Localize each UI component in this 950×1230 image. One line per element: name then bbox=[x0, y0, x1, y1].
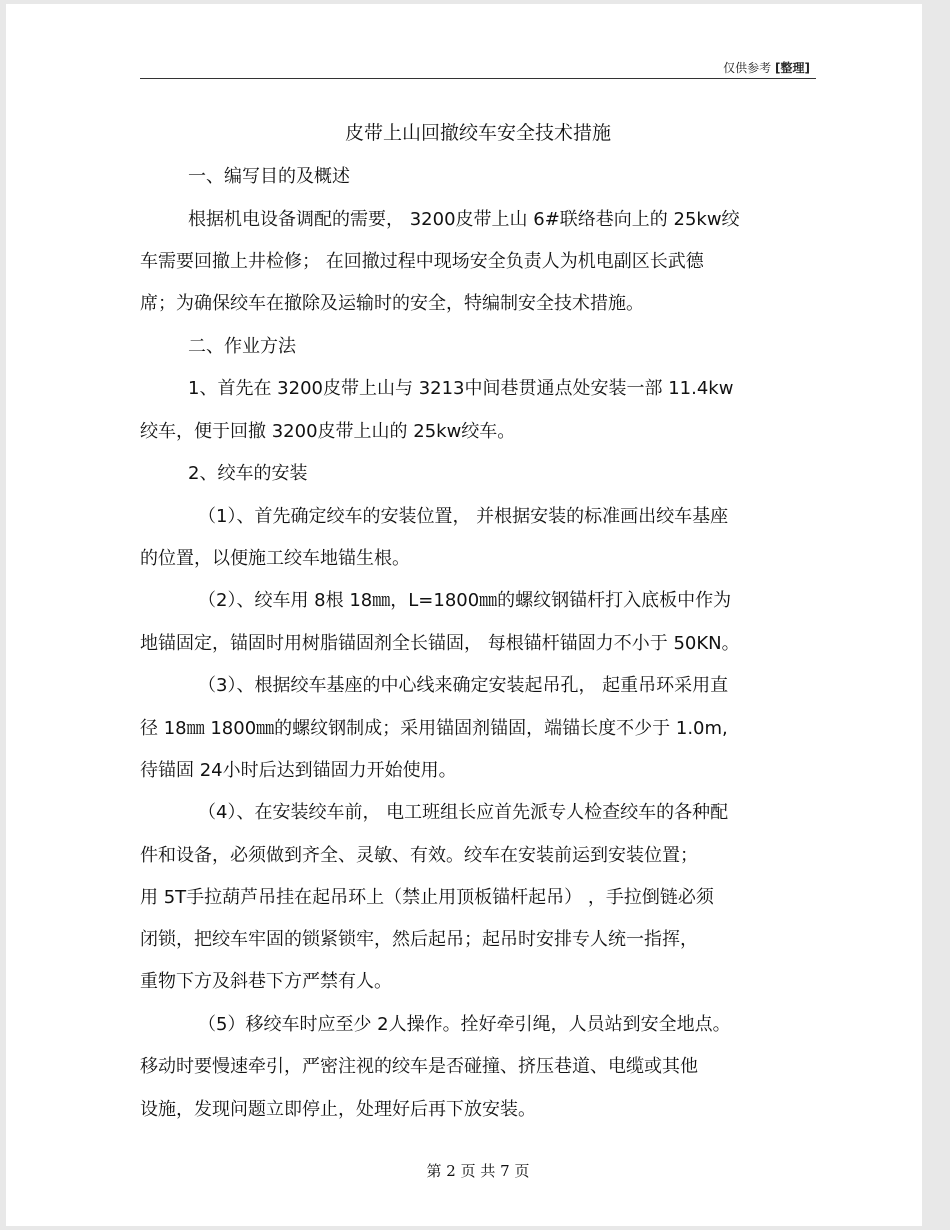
paragraph-line: 1、首先在 3200皮带上山与 3213中间巷贯通点处安装一部 11.4kw bbox=[188, 378, 734, 399]
paragraph-line: 地锚固定，锚固时用树脂锚固剂全长锚固， 每根锚杆锚固力不小于 50KN。 bbox=[140, 633, 740, 654]
document-page bbox=[6, 4, 922, 1226]
paragraph-line: 设施，发现问题立即停止，处理好后再下放安装。 bbox=[140, 1099, 536, 1120]
paragraph-line: 移动时要慢速牵引，严密注视的绞车是否碰撞、挤压巷道、电缆或其他 bbox=[140, 1056, 698, 1077]
header-note-text: 仅供参考 bbox=[723, 61, 772, 75]
paragraph-line: 重物下方及斜巷下方严禁有人。 bbox=[140, 971, 392, 992]
paragraph-line: （1）、首先确定绞车的安装位置， 并根据安装的标准画出绞车基座 bbox=[198, 506, 729, 527]
paragraph-line: 用 5T手拉葫芦吊挂在起吊环上（禁止用顶板锚杆起吊） ，手拉倒链必须 bbox=[140, 887, 714, 908]
paragraph-line: 件和设备，必须做到齐全、灵敏、有效。绞车在安装前运到安装位置； bbox=[140, 845, 698, 866]
header-rule bbox=[140, 78, 816, 79]
paragraph-line: 车需要回撤上井检修； 在回撤过程中现场安全负责人为机电副区长武德 bbox=[140, 251, 704, 272]
header-note-tag: [整理] bbox=[775, 61, 810, 75]
paragraph-line: （2）、绞车用 8根 18㎜，L=1800㎜的螺纹钢锚杆打入底板中作为 bbox=[198, 590, 732, 611]
page-number-footer: 第 2 页 共 7 页 bbox=[426, 1162, 530, 1180]
paragraph-line: 根据机电设备调配的需要， 3200皮带上山 6#联络巷向上的 25kw绞 bbox=[188, 209, 740, 230]
section-heading-2: 二、作业方法 bbox=[188, 336, 296, 357]
header-note bbox=[723, 59, 810, 76]
paragraph-line: 闭锁，把绞车牢固的锁紧锁牢，然后起吊；起吊时安排专人统一指挥， bbox=[140, 929, 698, 950]
paragraph-line: 席；为确保绞车在撤除及运输时的安全，特编制安全技术措施。 bbox=[140, 293, 644, 314]
paragraph-line: 的位置，以便施工绞车地锚生根。 bbox=[140, 548, 410, 569]
paragraph-line: 径 18㎜ 1800㎜的螺纹钢制成；采用锚固剂锚固，端锚长度不少于 1.0m, bbox=[140, 718, 728, 739]
paragraph-line: （5）移绞车时应至少 2人操作。拴好牵引绳，人员站到安全地点。 bbox=[198, 1014, 731, 1035]
document-title: 皮带上山回撤绞车安全技术措施 bbox=[344, 122, 611, 144]
paragraph-line: 待锚固 24小时后达到锚固力开始使用。 bbox=[140, 760, 457, 781]
paragraph-line: （4）、在安装绞车前， 电工班组长应首先派专人检查绞车的各种配 bbox=[198, 802, 729, 823]
paragraph-line: （3）、根据绞车基座的中心线来确定安装起吊孔， 起重吊环采用直 bbox=[198, 675, 729, 696]
subsection-heading: 2、绞车的安装 bbox=[188, 463, 308, 484]
paragraph-line: 绞车，便于回撤 3200皮带上山的 25kw绞车。 bbox=[140, 421, 516, 442]
section-heading-1: 一、编写目的及概述 bbox=[188, 166, 350, 187]
